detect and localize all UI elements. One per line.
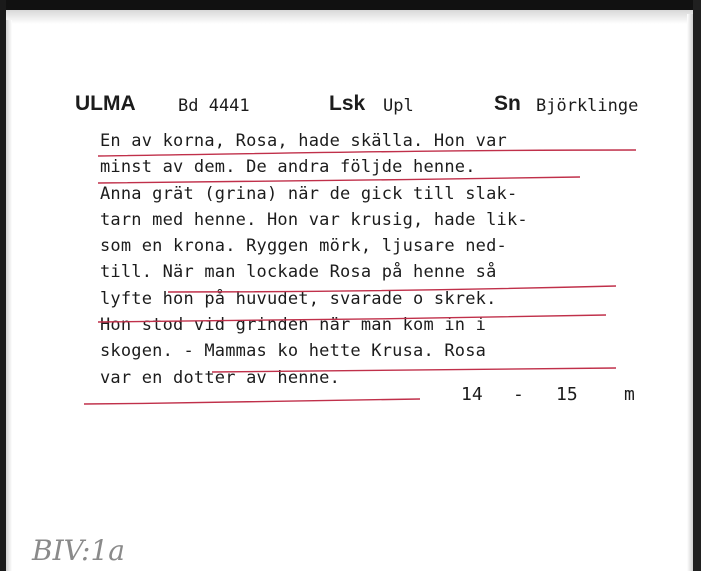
- text-line: var en dotter av henne.: [100, 367, 341, 388]
- age-from: 14: [461, 384, 483, 405]
- text-line: Hon stod vid grinden när man kom in i: [100, 315, 487, 336]
- text-line: som en krona. Ryggen mörk, ljusare ned-: [100, 236, 507, 257]
- sn-label: Sn: [494, 92, 521, 115]
- sn-value: Björklinge: [536, 96, 639, 116]
- bd-number: Bd 4441: [178, 96, 250, 116]
- age-dash: -: [513, 384, 524, 405]
- text-line: Anna grät (grina) när de gick till slak-: [100, 183, 518, 204]
- text-line: till. När man lockade Rosa på henne så: [100, 262, 497, 283]
- archive-signature: BIV:1a: [32, 534, 125, 567]
- card-header: [0, 92, 701, 122]
- record-text: [100, 128, 660, 391]
- red-underline: [84, 399, 420, 404]
- text-line: minst av dem. De andra följde henne.: [100, 157, 476, 178]
- age-to: 15: [556, 384, 578, 405]
- ulma-label: ULMA: [75, 92, 136, 115]
- lsk-value: Upl: [383, 96, 414, 116]
- card-right-edge: [693, 0, 701, 571]
- age-unit: m: [624, 384, 635, 405]
- text-line: En av korna, Rosa, hade skälla. Hon var: [100, 131, 507, 151]
- text-line: skogen. - Mammas ko hette Krusa. Rosa: [100, 341, 487, 362]
- text-line: tarn med henne. Hon var krusig, hade lik-: [100, 209, 528, 230]
- card-top-edge: [0, 0, 701, 10]
- lsk-label: Lsk: [329, 92, 366, 115]
- text-line: lyfte hon på huvudet, svarade o skrek.: [100, 288, 497, 309]
- card-top-shadow: [0, 10, 701, 24]
